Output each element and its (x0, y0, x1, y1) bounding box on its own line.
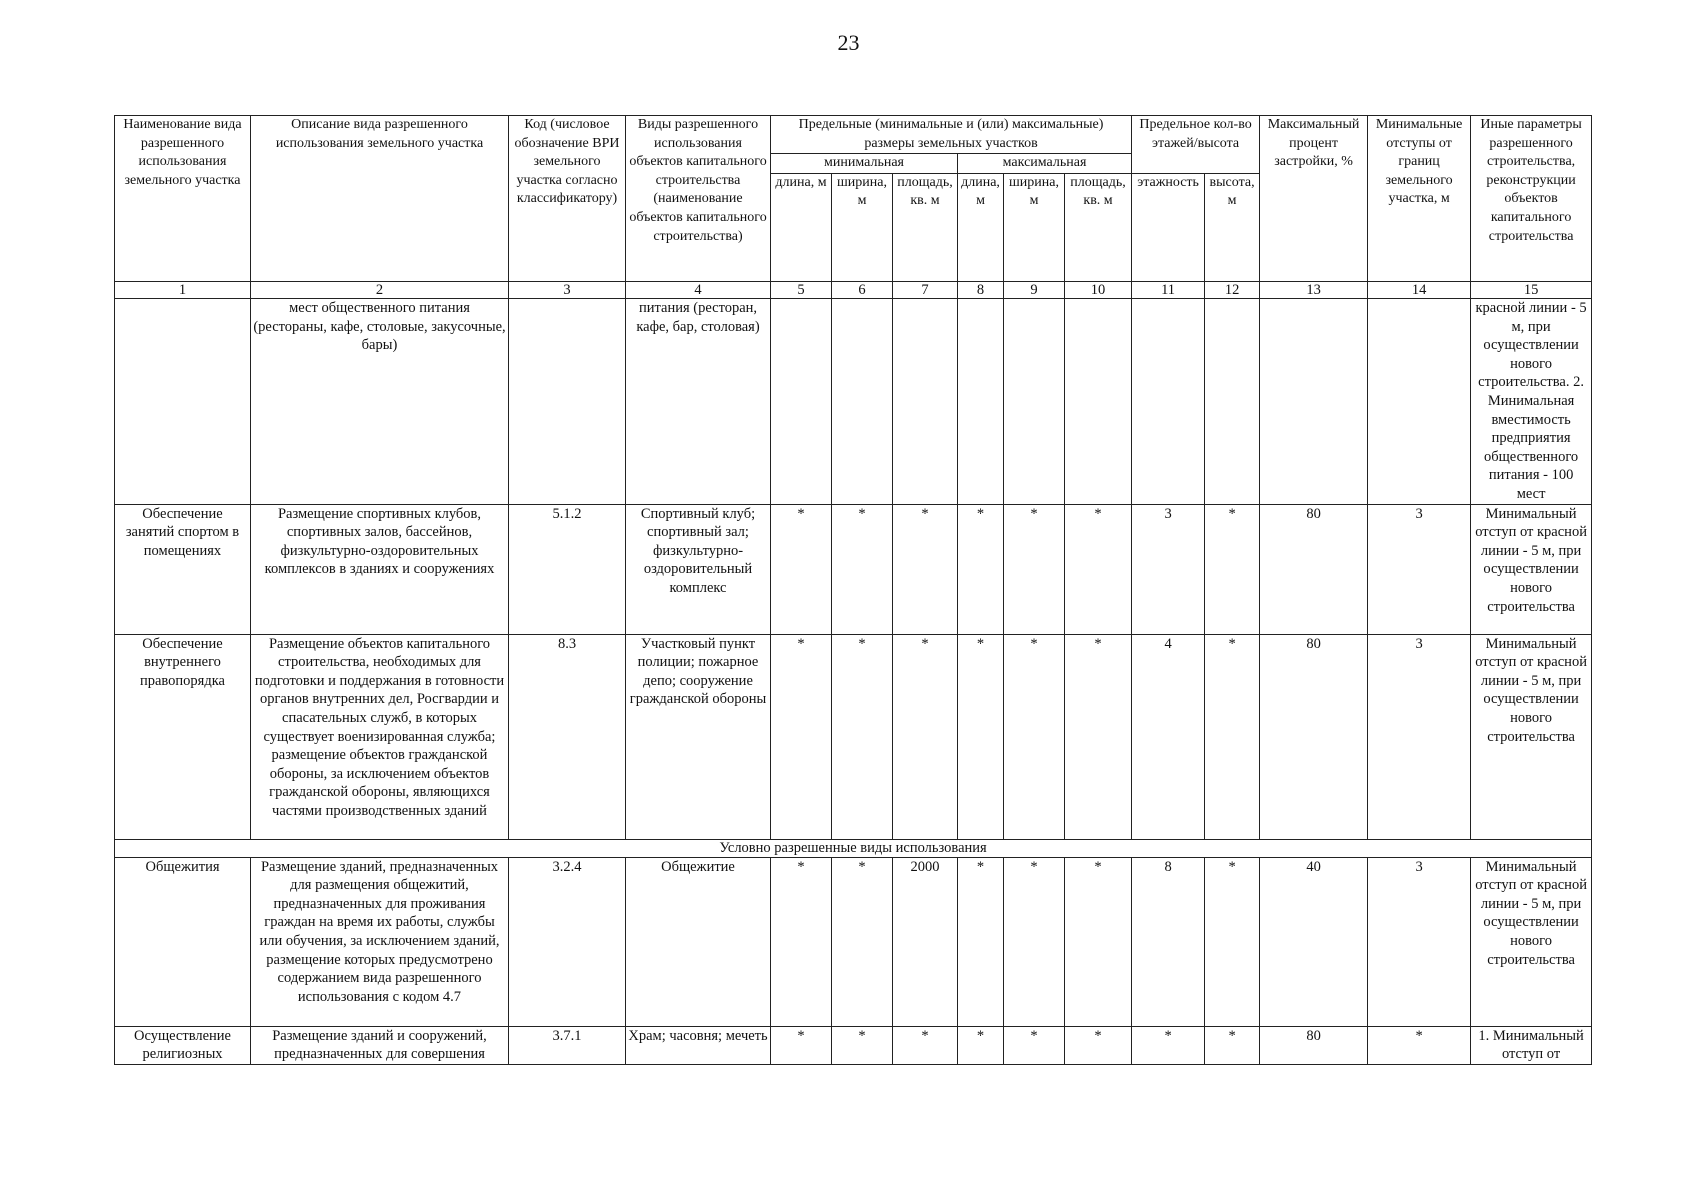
column-number: 2 (251, 282, 509, 299)
cell-height: * (1205, 634, 1260, 839)
cell-code: 5.1.2 (509, 504, 626, 634)
column-number: 9 (1004, 282, 1065, 299)
cell-code: 3.2.4 (509, 857, 626, 1026)
column-number: 10 (1065, 282, 1132, 299)
section-title: Условно разрешенные виды использования (115, 839, 1592, 857)
header-min-area: площадь, кв. м (893, 173, 958, 281)
cell-floors: 4 (1132, 634, 1205, 839)
header-min-width: ширина, м (832, 173, 893, 281)
cell-objects: Храм; часовня; мечеть (626, 1026, 771, 1064)
cell-min-width: * (832, 857, 893, 1026)
cell-max-width: * (1004, 504, 1065, 634)
header-col4: Виды разрешенного использования объектов капитального строительства (наименование объектов капитального строительства) (626, 116, 771, 282)
cell-max-width: * (1004, 857, 1065, 1026)
header-max-length: длина, м (958, 173, 1004, 281)
cell-setback: * (1368, 1026, 1471, 1064)
column-number: 7 (893, 282, 958, 299)
cell-other-params: Минимальный отступ от красной линии - 5 м, при осуществлении нового строительства (1471, 634, 1592, 839)
header-max-area: площадь, кв. м (1065, 173, 1132, 281)
cell-name: Общежития (115, 857, 251, 1026)
column-number: 1 (115, 282, 251, 299)
cell-code (509, 299, 626, 505)
cell-build-percent: 80 (1260, 504, 1368, 634)
header-col1: Наименование вида разрешенного использования земельного участка (115, 116, 251, 282)
cell-setback: 3 (1368, 634, 1471, 839)
table-row (115, 504, 1592, 634)
cell-description: Размещение спортивных клубов, спортивных залов, бассейнов, физкультурно-оздоровительных комплексов в зданиях и сооружениях (251, 504, 509, 634)
cell-min-area (893, 299, 958, 505)
header-row (115, 116, 1592, 154)
cell-min-area: * (893, 1026, 958, 1064)
header-max-group: максимальная (958, 154, 1132, 174)
cell-min-length: * (771, 1026, 832, 1064)
column-number: 13 (1260, 282, 1368, 299)
column-number: 3 (509, 282, 626, 299)
column-number: 5 (771, 282, 832, 299)
cell-floors: * (1132, 1026, 1205, 1064)
cell-height: * (1205, 1026, 1260, 1064)
header-col14: Минимальные отступы от границ земельного участка, м (1368, 116, 1471, 282)
cell-setback (1368, 299, 1471, 505)
table-row (115, 857, 1592, 1026)
cell-description: мест общественного питания (рестораны, кафе, столовые, закусочные, бары) (251, 299, 509, 505)
cell-min-area: 2000 (893, 857, 958, 1026)
column-number: 12 (1205, 282, 1260, 299)
land-use-table (114, 115, 1592, 1065)
header-sizes-group: Предельные (минимальные и (или) максимальные) размеры земельных участков (771, 116, 1132, 154)
cell-code: 3.7.1 (509, 1026, 626, 1064)
header-min-group: минимальная (771, 154, 958, 174)
cell-min-width: * (832, 504, 893, 634)
cell-max-length: * (958, 504, 1004, 634)
cell-max-area: * (1065, 1026, 1132, 1064)
cell-min-length: * (771, 634, 832, 839)
cell-other-params: красной линии - 5 м, при осуществлении нового строительства. 2. Минимальная вместимость предприятия общественного питания - 100 мест (1471, 299, 1592, 505)
cell-min-length: * (771, 504, 832, 634)
cell-floors: 3 (1132, 504, 1205, 634)
cell-max-width: * (1004, 634, 1065, 839)
cell-name: Обеспечение внутреннего правопорядка (115, 634, 251, 839)
cell-objects: Участковый пункт полиции; пожарное депо; сооружение гражданской обороны (626, 634, 771, 839)
column-numbers-row (115, 282, 1592, 299)
cell-min-width: * (832, 1026, 893, 1064)
cell-min-width: * (832, 634, 893, 839)
header-col13: Максимальный процент застройки, % (1260, 116, 1368, 282)
cell-objects: Спортивный клуб; спортивный зал; физкультурно-оздоровительный комплекс (626, 504, 771, 634)
column-number: 11 (1132, 282, 1205, 299)
column-number: 15 (1471, 282, 1592, 299)
cell-other-params: Минимальный отступ от красной линии - 5 м, при осуществлении нового строительства (1471, 857, 1592, 1026)
cell-max-length: * (958, 1026, 1004, 1064)
cell-build-percent: 40 (1260, 857, 1368, 1026)
cell-height: * (1205, 504, 1260, 634)
cell-min-length (771, 299, 832, 505)
cell-build-percent: 80 (1260, 634, 1368, 839)
cell-code: 8.3 (509, 634, 626, 839)
cell-setback: 3 (1368, 857, 1471, 1026)
table-row (115, 299, 1592, 505)
column-number: 6 (832, 282, 893, 299)
cell-description: Размещение объектов капитального строительства, необходимых для подготовки и поддержания в готовности органов внутренних дел, Росгвардии и спасательных служб, в которых существует военизированная служба; размещение объектов гражданской обороны, за исключением объектов гражданской обороны, являющихся частями производственных зданий (251, 634, 509, 839)
cell-height (1205, 299, 1260, 505)
header-col15: Иные параметры разрешенного строительства, реконструкции объектов капитального строительства (1471, 116, 1592, 282)
cell-objects: питания (ресторан, кафе, бар, столовая) (626, 299, 771, 505)
cell-height: * (1205, 857, 1260, 1026)
table-row (115, 634, 1592, 839)
header-floors-group: Предельное кол-во этажей/высота (1132, 116, 1260, 174)
cell-min-area: * (893, 504, 958, 634)
cell-max-area: * (1065, 504, 1132, 634)
cell-min-area: * (893, 634, 958, 839)
cell-name (115, 299, 251, 505)
cell-floors: 8 (1132, 857, 1205, 1026)
header-max-width: ширина, м (1004, 173, 1065, 281)
cell-max-area (1065, 299, 1132, 505)
cell-other-params: 1. Минимальный отступ от (1471, 1026, 1592, 1064)
cell-description: Размещение зданий и сооружений, предназначенных для совершения (251, 1026, 509, 1064)
cell-build-percent: 80 (1260, 1026, 1368, 1064)
header-col2: Описание вида разрешенного использования земельного участка (251, 116, 509, 282)
header-height: высота, м (1205, 173, 1260, 281)
header-min-length: длина, м (771, 173, 832, 281)
column-number: 4 (626, 282, 771, 299)
cell-max-length: * (958, 634, 1004, 839)
cell-max-length: * (958, 857, 1004, 1026)
cell-build-percent (1260, 299, 1368, 505)
cell-min-width (832, 299, 893, 505)
page-number: 23 (837, 30, 860, 55)
header-col3: Код (числовое обозначение ВРИ земельного участка согласно классификатору) (509, 116, 626, 282)
cell-floors (1132, 299, 1205, 505)
cell-max-area: * (1065, 857, 1132, 1026)
cell-min-length: * (771, 857, 832, 1026)
header-floors: этажность (1132, 173, 1205, 281)
cell-max-width: * (1004, 1026, 1065, 1064)
cell-name: Обеспечение занятий спортом в помещениях (115, 504, 251, 634)
column-number: 8 (958, 282, 1004, 299)
section-row (115, 839, 1592, 857)
table-row (115, 1026, 1592, 1064)
cell-setback: 3 (1368, 504, 1471, 634)
cell-other-params: Минимальный отступ от красной линии - 5 м, при осуществлении нового строительства (1471, 504, 1592, 634)
cell-max-width (1004, 299, 1065, 505)
cell-objects: Общежитие (626, 857, 771, 1026)
cell-max-length (958, 299, 1004, 505)
cell-max-area: * (1065, 634, 1132, 839)
cell-description: Размещение зданий, предназначенных для размещения общежитий, предназначенных для проживания граждан на время их работы, службы или обучения, за исключением зданий, размещение которых предусмотрено содержанием вида разрешенного использования с кодом 4.7 (251, 857, 509, 1026)
column-number: 14 (1368, 282, 1471, 299)
cell-name: Осуществление религиозных (115, 1026, 251, 1064)
